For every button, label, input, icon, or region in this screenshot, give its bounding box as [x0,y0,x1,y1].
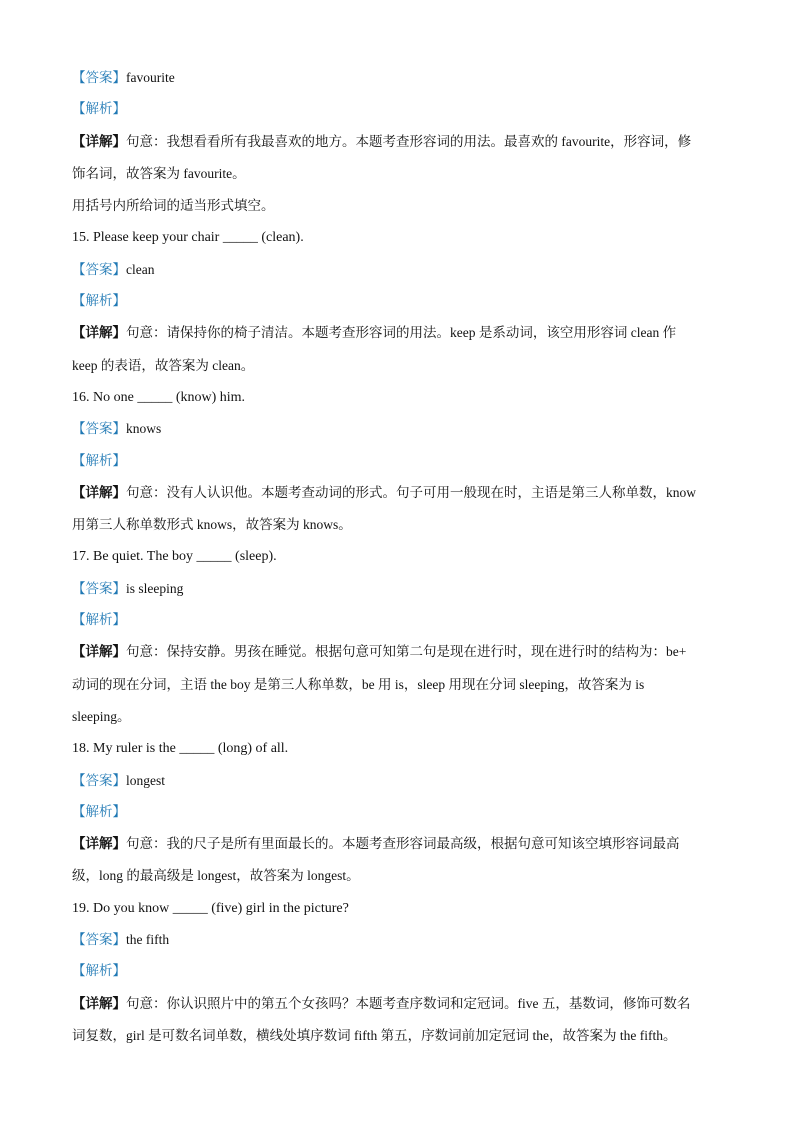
question-line [72,541,722,572]
detail-text: keep 的表语，故答案为 clean。 [72,357,255,373]
detail-tag: 【详解】 [72,133,126,150]
analysis-tag: 【解析】 [72,963,126,980]
question-text: 15. Please keep your chair _____ (clean). [72,230,304,246]
detail-line [72,669,722,701]
instruction-text: 用括号内所给词的适当形式填空。 [72,198,275,214]
detail-line [72,126,722,158]
answer-tag: 【答案】 [72,932,126,949]
question-text: 16. No one _____ (know) him. [72,389,246,405]
detail-line [72,317,722,349]
question-line [72,893,722,924]
answer-line [72,413,722,445]
analysis-line [72,797,722,828]
detail-line [72,158,722,190]
detail-tag: 【详解】 [72,644,126,661]
analysis-line [72,446,722,477]
answer-line [72,573,722,605]
instruction-line [72,190,722,222]
detail-text: 级，long 的最高级是 longest，故答案为 longest。 [72,868,360,884]
detail-text: 词复数，girl 是可数名词单数，横线处填序数词 fifth 第五，序数词前加定冠词 the，故答案为 the fifth。 [72,1027,677,1043]
detail-text: 饰名词，故答案为 favourite。 [72,165,246,181]
analysis-line [72,94,722,125]
answer-value: longest [126,772,165,788]
detail-line [72,350,722,382]
detail-text: 句意：请保持你的椅子清洁。本题考查形容词的用法。keep 是系动词，该空用形容词 clean 作 [126,325,677,341]
detail-line [72,701,722,733]
question-line [72,733,722,764]
detail-text: 句意：我想看看所有我最喜欢的地方。本题考查形容词的用法。最喜欢的 favourite，形容词，修 [126,133,692,149]
answer-tag: 【答案】 [72,421,126,438]
question-line [72,382,722,413]
detail-tag: 【详解】 [72,325,126,342]
detail-text: 句意：保持安静。男孩在睡觉。根据句意可知第二句是现在进行时，现在进行时的结构为：be+ [126,644,687,660]
answer-value: clean [126,261,155,277]
detail-tag: 【详解】 [72,995,126,1012]
question-text: 18. My ruler is the _____ (long) of all. [72,741,289,757]
detail-text: sleeping。 [72,708,131,724]
answer-tag: 【答案】 [72,772,126,789]
question-text: 17. Be quiet. The boy _____ (sleep). [72,549,277,565]
detail-text: 句意：没有人认识他。本题考查动词的形式。句子可用一般现在时，主语是第三人称单数，know [126,484,696,500]
answer-line [72,254,722,286]
detail-text: 句意：你认识照片中的第五个女孩吗？本题考查序数词和定冠词。five 五，基数词，修饰可数名 [126,995,691,1011]
analysis-tag: 【解析】 [72,101,126,118]
answer-value: the fifth [126,932,170,948]
detail-tag: 【详解】 [72,484,126,501]
detail-line [72,636,722,668]
detail-line [72,477,722,509]
detail-line [72,988,722,1020]
analysis-tag: 【解析】 [72,612,126,629]
detail-tag: 【详解】 [72,836,126,853]
answer-tag: 【答案】 [72,261,126,278]
answer-value: is sleeping [126,580,184,596]
detail-line [72,860,722,892]
detail-text: 用第三人称单数形式 knows，故答案为 knows。 [72,517,352,533]
answer-tag: 【答案】 [72,70,126,86]
answer-line [72,924,722,956]
analysis-line [72,286,722,317]
detail-line [72,1020,722,1052]
answer-key-content [72,62,722,1052]
answer-line [72,62,722,94]
answer-tag: 【答案】 [72,580,126,597]
question-line [72,222,722,253]
detail-line [72,828,722,860]
analysis-line [72,605,722,636]
answer-value: knows [126,421,162,437]
answer-line [72,765,722,797]
answer-value: favourite [126,70,175,85]
question-text: 19. Do you know _____ (five) girl in the picture? [72,900,349,916]
detail-text: 句意：我的尺子是所有里面最长的。本题考查形容词最高级，根据句意可知该空填形容词最高 [126,836,680,852]
analysis-tag: 【解析】 [72,293,126,310]
analysis-tag: 【解析】 [72,452,126,469]
analysis-tag: 【解析】 [72,803,126,820]
detail-line [72,509,722,541]
analysis-line [72,956,722,987]
detail-text: 动词的现在分词，主语 the boy 是第三人称单数，be 用 is，sleep 用现在分词 sleeping，故答案为 is [72,676,645,692]
